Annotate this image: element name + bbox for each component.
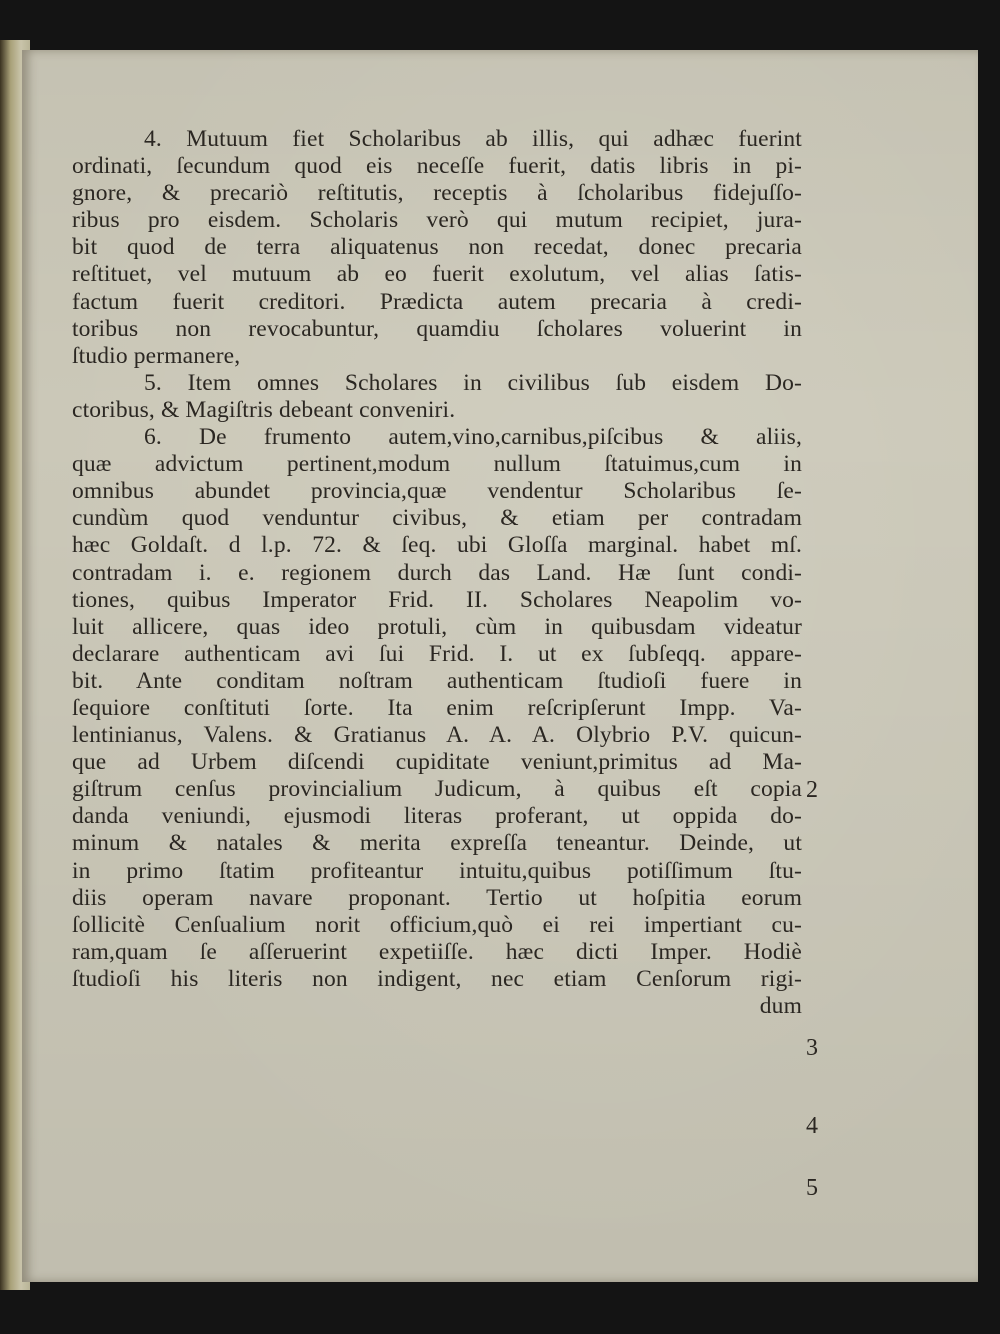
book-page (22, 50, 978, 1282)
text-line: diis operam navare proponant. Tertio ut hoſpitia eorum (72, 884, 802, 911)
text-line: ſollicitè Cenſualium norit officium,quò ei rei impertiant cu- (72, 911, 802, 938)
text-line: hæc Goldaſt. d l.p. 72. & ſeq. ubi Gloſſa marginal. habet mſ. (72, 532, 802, 559)
text-line: bit. Ante conditam noſtram authenticam ſtudioſi fuere in (72, 667, 802, 694)
text-line: 4. Mutuum fiet Scholaribus ab illis, qui adhæc fuerint (144, 126, 802, 152)
text-line: ram,quam ſe aſſeruerint expetiiſſe. hæc dicti Imper. Hodiè (72, 938, 802, 965)
text-line: declarare authenticam avi ſui Frid. I. ut ex ſubſeqq. appare- (72, 640, 802, 667)
text-line: factum fuerit creditori. Prædicta autem precaria à credi- (72, 288, 802, 315)
text-line: ſtudio permanere, (72, 342, 241, 369)
text-line: que ad Urbem diſcendi cupiditate veniunt,primitus ad Ma- (72, 749, 802, 776)
catchword: dum (759, 993, 802, 1019)
text-line: ordinati, ſecundum quod eis neceſſe fuerit, datis libris in pi- (72, 153, 802, 180)
margin-note: 3 (806, 1035, 818, 1061)
text-line: 5. Item omnes Scholares in civilibus ſub eisdem Do- (144, 369, 802, 396)
text-line: gnore, & precariò reſtitutis, receptis à ſcholaribus fidejuſſo- (72, 180, 802, 207)
text-line: reſtituet, vel mutuum ab eo fuerit exolutum, vel alias ſatis- (72, 261, 802, 288)
text-line: quæ advictum pertinent,modum nullum ſtatuimus,cum in (72, 451, 802, 478)
text-line: in primo ſtatim profiteantur intuitu,quibus potiſſimum ſtu- (72, 857, 802, 884)
margin-note: 5 (806, 1175, 818, 1201)
text-line: giſtrum cenſus provincialium Judicum, à quibus eſt copia (72, 776, 802, 803)
text-line: bit quod de terra aliquatenus non recedat, donec precaria (72, 234, 802, 261)
margin-note: 2 (806, 777, 818, 803)
text-line: 6. De frumento autem,vino,carnibus,piſcibus & aliis, (144, 424, 802, 451)
text-line: minum & natales & merita expreſſa teneantur. Deinde, ut (72, 830, 802, 857)
text-line: cundùm quod venduntur civibus, & etiam per contradam (72, 505, 802, 532)
text-line: lentinianus, Valens. & Gratianus A. A. A. Olybrio P.V. quicun- (72, 722, 802, 749)
page-text-block (72, 126, 802, 1020)
text-line: ctoribus, & Magiſtris debeant conveniri. (72, 396, 456, 423)
margin-note: 4 (806, 1113, 818, 1139)
text-line: ſtudioſi his literis non indigent, nec etiam Cenſorum rigi- (72, 965, 802, 992)
text-line: toribus non revocabuntur, quamdiu ſcholares voluerint in (72, 315, 802, 342)
text-line: tiones, quibus Imperator Frid. II. Scholares Neapolim vo- (72, 586, 802, 613)
text-line: contradam i. e. regionem durch das Land. Hæ ſunt condi- (72, 559, 802, 586)
text-line: danda veniundi, ejusmodi literas proferant, ut oppida do- (72, 803, 802, 830)
text-line: ribus pro eisdem. Scholaris verò qui mutum recipiet, jura- (72, 207, 802, 234)
text-line: omnibus abundet provincia,quæ vendentur Scholaribus ſe- (72, 478, 802, 505)
text-line: luit allicere, quas ideo protuli, cùm in quibusdam videatur (72, 613, 802, 640)
text-line: ſequiore conſtituti ſorte. Ita enim reſcripſerunt Impp. Va- (72, 694, 802, 721)
